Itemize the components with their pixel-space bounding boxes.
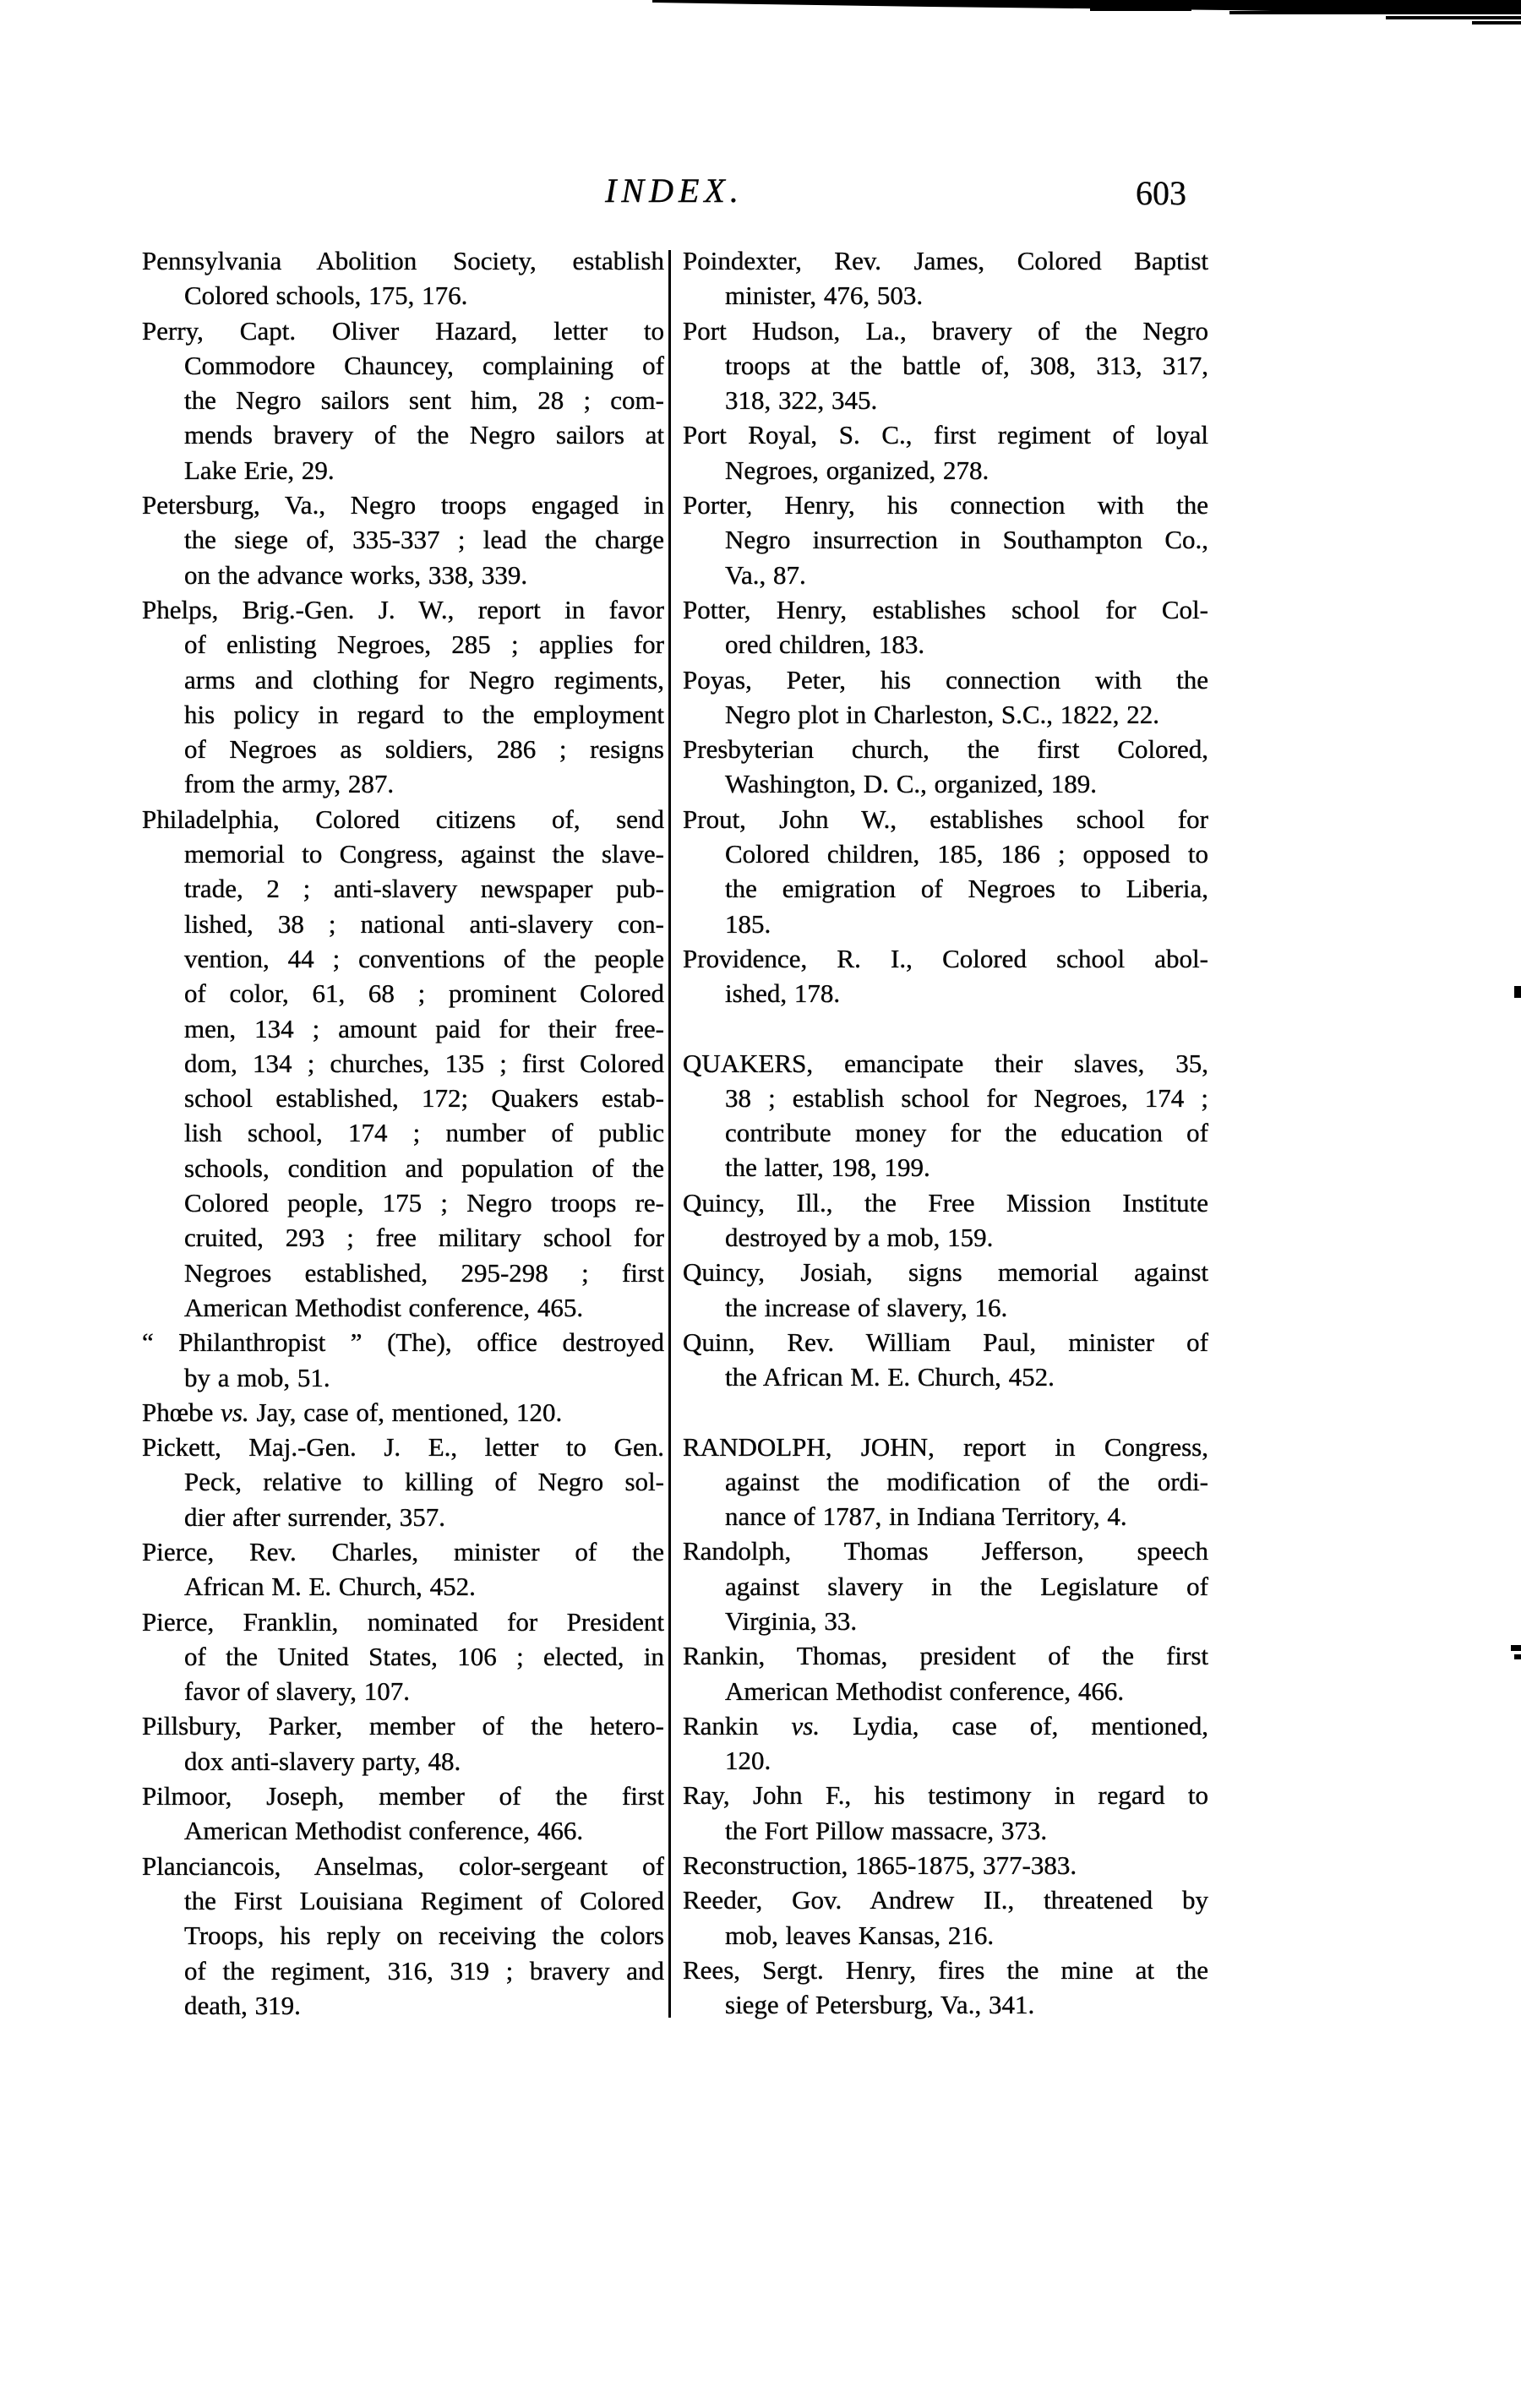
- entry-line: Reconstruction, 1865-1875, 377-383.: [683, 1850, 1077, 1881]
- index-entry: [683, 1848, 1208, 1882]
- entry-line: Porter, Henry, his connection with the: [683, 490, 1208, 520]
- entry-line: troops at the battle of, 308, 313, 317,: [725, 350, 1208, 380]
- entry-line: Pierce, Franklin, nominated for President: [142, 1606, 664, 1637]
- entry-line: Rankin vs. Lydia, case of, mentioned,: [683, 1710, 1208, 1741]
- entry-line: destroyed by a mob, 159.: [725, 1223, 994, 1253]
- index-entry: [683, 941, 1208, 1011]
- index-entry: [683, 243, 1208, 313]
- index-entry: [683, 1534, 1208, 1638]
- entry-line: Pierce, Rev. Charles, minister of the: [142, 1536, 664, 1566]
- index-entry: [142, 243, 664, 313]
- entry-line: lished, 38 ; national anti-slavery con-: [184, 908, 664, 939]
- entry-line: against slavery in the Legislature of: [725, 1571, 1208, 1601]
- index-entry: [683, 417, 1208, 488]
- entry-line: Negro insurrection in Southampton Co.,: [725, 525, 1208, 555]
- entry-line: by a mob, 51.: [184, 1362, 330, 1392]
- index-entry: [683, 1325, 1208, 1395]
- entry-line: death, 319.: [184, 1990, 301, 2020]
- entry-line: of the United States, 106 ; elected, in: [184, 1641, 664, 1671]
- entry-line: Petersburg, Va., Negro troops engaged in: [142, 490, 664, 520]
- entry-line: Negro plot in Charleston, S.C., 1822, 22.: [725, 699, 1160, 729]
- entry-line: lish school, 174 ; number of public: [184, 1118, 664, 1148]
- index-entry: [142, 1534, 664, 1604]
- entry-line: “ Philanthropist ” (The), office destroyed: [142, 1327, 664, 1358]
- entry-line: Planciancois, Anselmas, color-sergeant of: [142, 1850, 664, 1881]
- entry-line: vention, 44 ; conventions of the people: [184, 943, 664, 973]
- index-entry: [683, 1046, 1208, 1185]
- entry-line: Quincy, Ill., the Free Mission Institute: [683, 1187, 1208, 1218]
- entry-line: the siege of, 335-337 ; lead the charge: [184, 525, 664, 555]
- entry-line: Prout, John W., establishes school for: [683, 804, 1208, 834]
- entry-line: Negroes established, 295-298 ; first: [184, 1257, 664, 1288]
- entry-line: Rees, Sergt. Henry, fires the mine at the: [683, 1954, 1208, 1985]
- entry-line: favor of slavery, 107.: [184, 1676, 410, 1707]
- entry-line: mends bravery of the Negro sailors at: [184, 420, 664, 450]
- entry-line: mob, leaves Kansas, 216.: [725, 1920, 995, 1950]
- entry-line: contribute money for the education of: [725, 1118, 1208, 1148]
- entry-line: Colored people, 175 ; Negro troops re-: [184, 1188, 664, 1218]
- index-entry: [142, 1325, 664, 1395]
- entry-line: Perry, Capt. Oliver Hazard, letter to: [142, 315, 664, 346]
- entry-line: Peck, relative to killing of Negro sol-: [184, 1467, 664, 1497]
- entry-line: Troops, his reply on receiving the colors: [184, 1920, 664, 1951]
- entry-line: Quinn, Rev. William Paul, minister of: [683, 1327, 1208, 1357]
- entry-line: Port Royal, S. C., first regiment of loyal: [683, 420, 1208, 450]
- index-entry: [683, 592, 1208, 662]
- index-entry: [683, 1778, 1208, 1848]
- entry-line: Presbyterian church, the first Colored,: [683, 734, 1208, 765]
- column-left: [142, 243, 664, 2023]
- entry-line: Reeder, Gov. Andrew II., threatened by: [683, 1885, 1208, 1915]
- entry-line: from the army, 287.: [184, 769, 395, 799]
- index-entry: [683, 662, 1208, 733]
- index-entry: [142, 1708, 664, 1779]
- index-entry: [683, 1708, 1208, 1779]
- entry-line: ored children, 183.: [725, 629, 925, 660]
- index-entry: [142, 1604, 664, 1709]
- entry-line: his policy in regard to the employment: [184, 699, 664, 729]
- scan-artifact-edge: [1511, 1645, 1521, 1651]
- entry-line: Phœbe vs. Jay, case of, mentioned, 120.: [142, 1397, 563, 1427]
- entry-line: Pennsylvania Abolition Society, establish: [142, 246, 664, 275]
- entry-line: of color, 61, 68 ; prominent Colored: [184, 978, 664, 1009]
- entry-line: cruited, 293 ; free military school for: [184, 1223, 664, 1253]
- entry-line: American Methodist conference, 465.: [184, 1292, 584, 1322]
- index-entry: [683, 488, 1208, 592]
- index-entry: [683, 802, 1208, 941]
- entry-line: the Fort Pillow massacre, 373.: [725, 1815, 1048, 1845]
- entry-line: 185.: [725, 908, 771, 939]
- entry-line: Washington, D. C., organized, 189.: [725, 769, 1098, 799]
- entry-line: Potter, Henry, establishes school for Col-: [683, 594, 1208, 624]
- entry-line: men, 134 ; amount paid for their free-: [184, 1013, 664, 1043]
- entry-line: on the advance works, 338, 339.: [184, 559, 528, 590]
- entry-line: dier after surrender, 357.: [184, 1501, 446, 1532]
- index-entry: [142, 592, 664, 802]
- entry-line: siege of Petersburg, Va., 341.: [725, 1990, 1035, 2020]
- entry-line: dom, 134 ; churches, 135 ; first Colored: [184, 1048, 664, 1078]
- entry-line: 38 ; establish school for Negroes, 174 ;: [725, 1082, 1208, 1113]
- column-divider: [668, 250, 671, 2018]
- entry-line: Philadelphia, Colored citizens of, send: [142, 804, 664, 834]
- entry-line: Ray, John F., his testimony in regard to: [683, 1780, 1208, 1811]
- index-entry: [683, 732, 1208, 802]
- index-entry: [683, 1953, 1208, 2023]
- entry-line: of Negroes as soldiers, 286 ; resigns: [184, 734, 664, 765]
- entry-line: dox anti-slavery party, 48.: [184, 1746, 461, 1776]
- entry-line: American Methodist conference, 466.: [184, 1816, 584, 1846]
- entry-line: school established, 172; Quakers estab-: [184, 1083, 664, 1114]
- index-entry: [683, 1638, 1208, 1708]
- entry-line: Colored schools, 175, 176.: [184, 281, 468, 311]
- entry-line: Phelps, Brig.-Gen. J. W., report in favor: [142, 594, 664, 624]
- entry-line: Quincy, Josiah, signs memorial against: [683, 1257, 1208, 1288]
- entry-line: Poyas, Peter, his connection with the: [683, 664, 1208, 695]
- entry-line: American Methodist conference, 466.: [725, 1675, 1125, 1706]
- entry-line: Rankin, Thomas, president of the first: [683, 1641, 1208, 1671]
- index-entry: [683, 1882, 1208, 1953]
- scan-artifact-top: [0, 0, 1521, 34]
- entry-line: QUAKERS, emancipate their slaves, 35,: [683, 1048, 1208, 1078]
- page-title: INDEX.: [605, 172, 744, 210]
- entry-line: the increase of slavery, 16.: [725, 1292, 1008, 1322]
- entry-line: arms and clothing for Negro regiments,: [184, 664, 664, 695]
- column-right: [683, 243, 1208, 2023]
- entry-line: nance of 1787, in Indiana Territory, 4.: [725, 1501, 1127, 1532]
- entry-line: 318, 322, 345.: [725, 385, 878, 416]
- entry-line: against the modification of the ordi-: [725, 1466, 1208, 1496]
- index-entry: [142, 1779, 664, 1849]
- index-entry: [142, 1849, 664, 2023]
- entry-line: memorial to Congress, against the slave-: [184, 839, 664, 869]
- entry-line: trade, 2 ; anti-slavery newspaper pub-: [184, 874, 664, 904]
- index-entry: [683, 1185, 1208, 1256]
- entry-line: Poindexter, Rev. James, Colored Baptist: [683, 246, 1208, 275]
- entry-line: Lake Erie, 29.: [184, 455, 335, 485]
- entry-line: Pilmoor, Joseph, member of the first: [142, 1781, 664, 1811]
- index-entry: [683, 1430, 1208, 1534]
- entry-line: Negroes, organized, 278.: [725, 455, 989, 485]
- entry-line: Virginia, 33.: [725, 1605, 858, 1636]
- entry-line: Randolph, Thomas Jefferson, speech: [683, 1536, 1208, 1566]
- entry-line: Colored children, 185, 186 ; opposed to: [725, 839, 1208, 869]
- entry-line: Commodore Chauncey, complaining of: [184, 350, 664, 380]
- page-number: 603: [1136, 174, 1186, 212]
- entry-line: 120.: [725, 1746, 771, 1776]
- entry-line: RANDOLPH, JOHN, report in Congress,: [683, 1431, 1208, 1462]
- entry-line: the First Louisiana Regiment of Colored: [184, 1885, 664, 1915]
- entry-line: ished, 178.: [725, 978, 841, 1009]
- entry-line: Providence, R. I., Colored school abol-: [683, 943, 1208, 973]
- index-entry: [142, 1395, 664, 1430]
- entry-line: the latter, 198, 199.: [725, 1152, 930, 1183]
- entry-line: Pickett, Maj.-Gen. J. E., letter to Gen.: [142, 1432, 664, 1463]
- entry-line: Port Hudson, La., bravery of the Negro: [683, 315, 1208, 346]
- entry-line: the Negro sailors sent him, 28 ; com-: [184, 385, 664, 416]
- index-entry: [142, 313, 664, 488]
- entry-line: Va., 87.: [725, 559, 806, 590]
- entry-line: schools, condition and population of the: [184, 1152, 664, 1183]
- entry-line: of enlisting Negroes, 285 ; applies for: [184, 629, 664, 660]
- index-entry: [683, 313, 1208, 418]
- entry-line: of the regiment, 316, 319 ; bravery and: [184, 1955, 664, 1986]
- entry-line: minister, 476, 503.: [725, 281, 924, 311]
- index-entry: [142, 1430, 664, 1534]
- index-entry: [142, 802, 664, 1325]
- entry-line: the African M. E. Church, 452.: [725, 1362, 1055, 1392]
- entry-line: African M. E. Church, 452.: [184, 1572, 476, 1602]
- index-entry: [142, 488, 664, 592]
- scan-artifact-edge: [1514, 1654, 1521, 1659]
- entry-line: the emigration of Negroes to Liberia,: [725, 874, 1208, 904]
- scan-artifact-edge: [1514, 986, 1521, 998]
- index-entry: [683, 1255, 1208, 1325]
- entry-line: Pillsbury, Parker, member of the hetero-: [142, 1711, 664, 1741]
